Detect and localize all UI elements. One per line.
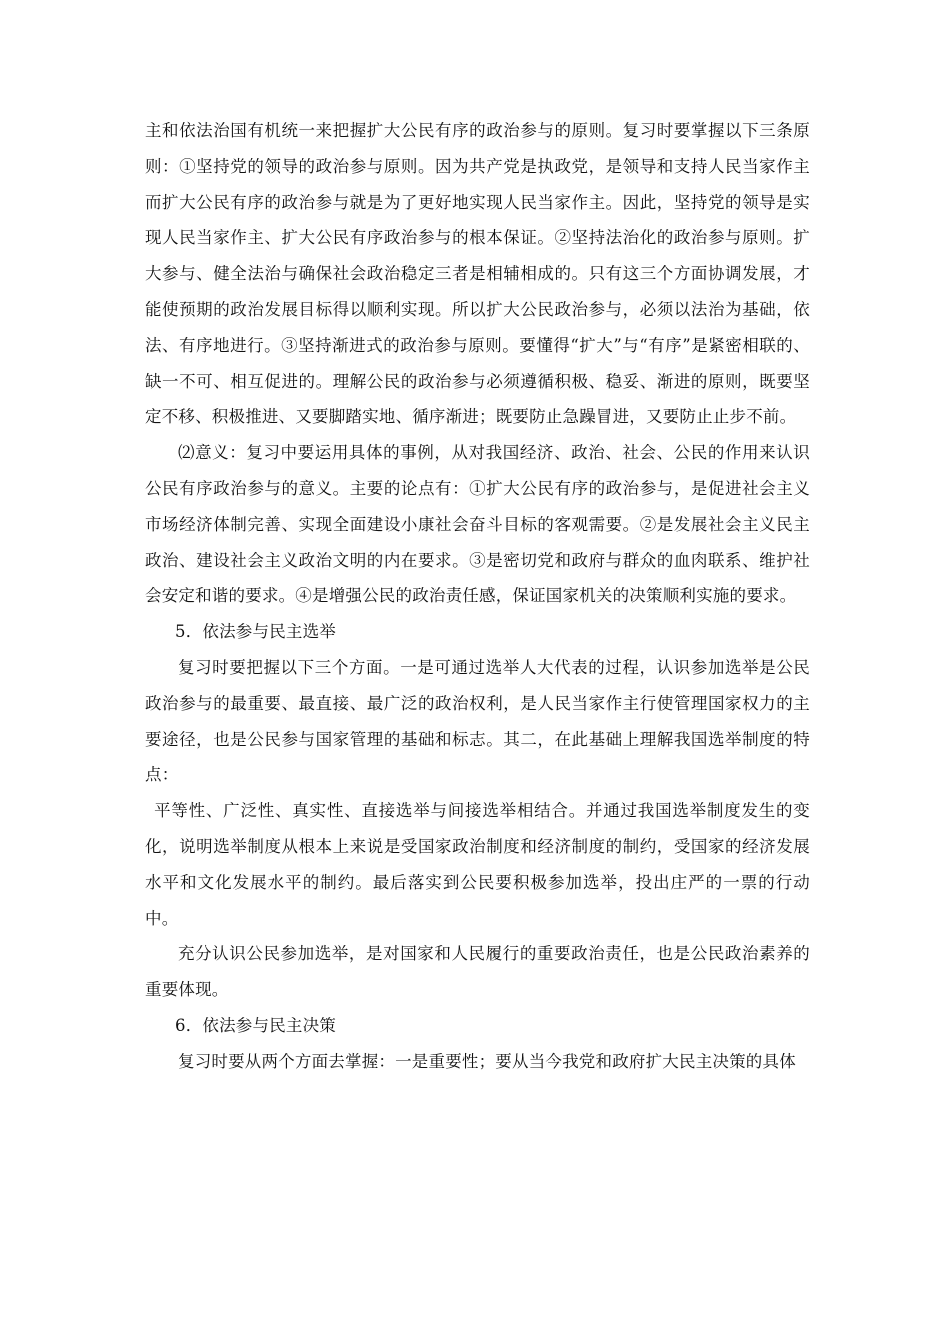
paragraph-election-review: 复习时要把握以下三个方面。一是可通过选举人大代表的过程，认识参加选举是公民政治参与的最重要、最直接、最广泛的政治权利，是人民当家作主行使管理国家权力的主要途径，也是公民参与国家管理的基础和标志。其二，在此基础上理解我国选举制度的特点： <box>145 657 810 785</box>
section-heading-5: 5．依法参与民主选举 <box>175 622 336 642</box>
paragraph-principles: 主和依法治国有机统一来把握扩大公民有序的政治参与的原则。复习时要掌握以下三条原则：①坚持党的领导的政治参与原则。因为共产党是执政党，是领导和支持人民当家作主而扩大公民有序的政治参与就是为了更好地实现人民当家作主。因此，坚持党的领导是实现人民当家作主、扩大公民有序政治参与的根本保证。②坚持法治化的政治参与原则。扩大参与、健全法治与确保社会政治稳定三者是相辅相成的。只有这三个方面协调发展，才能使预期的政治发展目标得以顺利实现。所以扩大公民政治参与，必须以法治为基础，依法、有序地进行。③坚持渐进式的政治参与原则。要懂得“扩大”与“有序”是紧密相联的、缺一不可、相互促进的。理解公民的政治参与必须遵循积极、稳妥、渐进的原则，既要坚定不移、积极推进、又要脚踏实地、循序渐进；既要防止急躁冒进，又要防止止步不前。 <box>145 121 810 427</box>
paragraph-election-responsibility: 充分认识公民参加选举，是对国家和人民履行的重要政治责任，也是公民政治素养的重要体现。 <box>145 944 810 1000</box>
paragraph-election-features: 平等性、广泛性、真实性、直接选举与间接选举相结合。并通过我国选举制度发生的变化，说明选举制度从根本上来说是受国家政治制度和经济制度的制约，受国家的经济发展水平和文化发展水平的制约。最后落实到公民要积极参加选举，投出庄严的一票的行动中。 <box>145 801 810 928</box>
paragraph-significance: ⑵意义：复习中要运用具体的事例，从对我国经济、政治、社会、公民的作用来认识公民有序政治参与的意义。主要的论点有：①扩大公民有序的政治参与，是促进社会主义市场经济体制完善、实现全面建设小康社会奋斗目标的客观需要。②是发展社会主义民主政治、建设社会主义政治文明的内在要求。③是密切党和政府与群众的血肉联系、维护社会安定和谐的要求。④是增强公民的政治责任感，保证国家机关的决策顺利实施的要求。 <box>145 443 810 606</box>
document-body <box>145 113 810 1080</box>
section-heading-6: 6．依法参与民主决策 <box>175 1015 336 1035</box>
paragraph-decision-review: 复习时要从两个方面去掌握：一是重要性；要从当今我党和政府扩大民主决策的具体 <box>178 1051 796 1071</box>
